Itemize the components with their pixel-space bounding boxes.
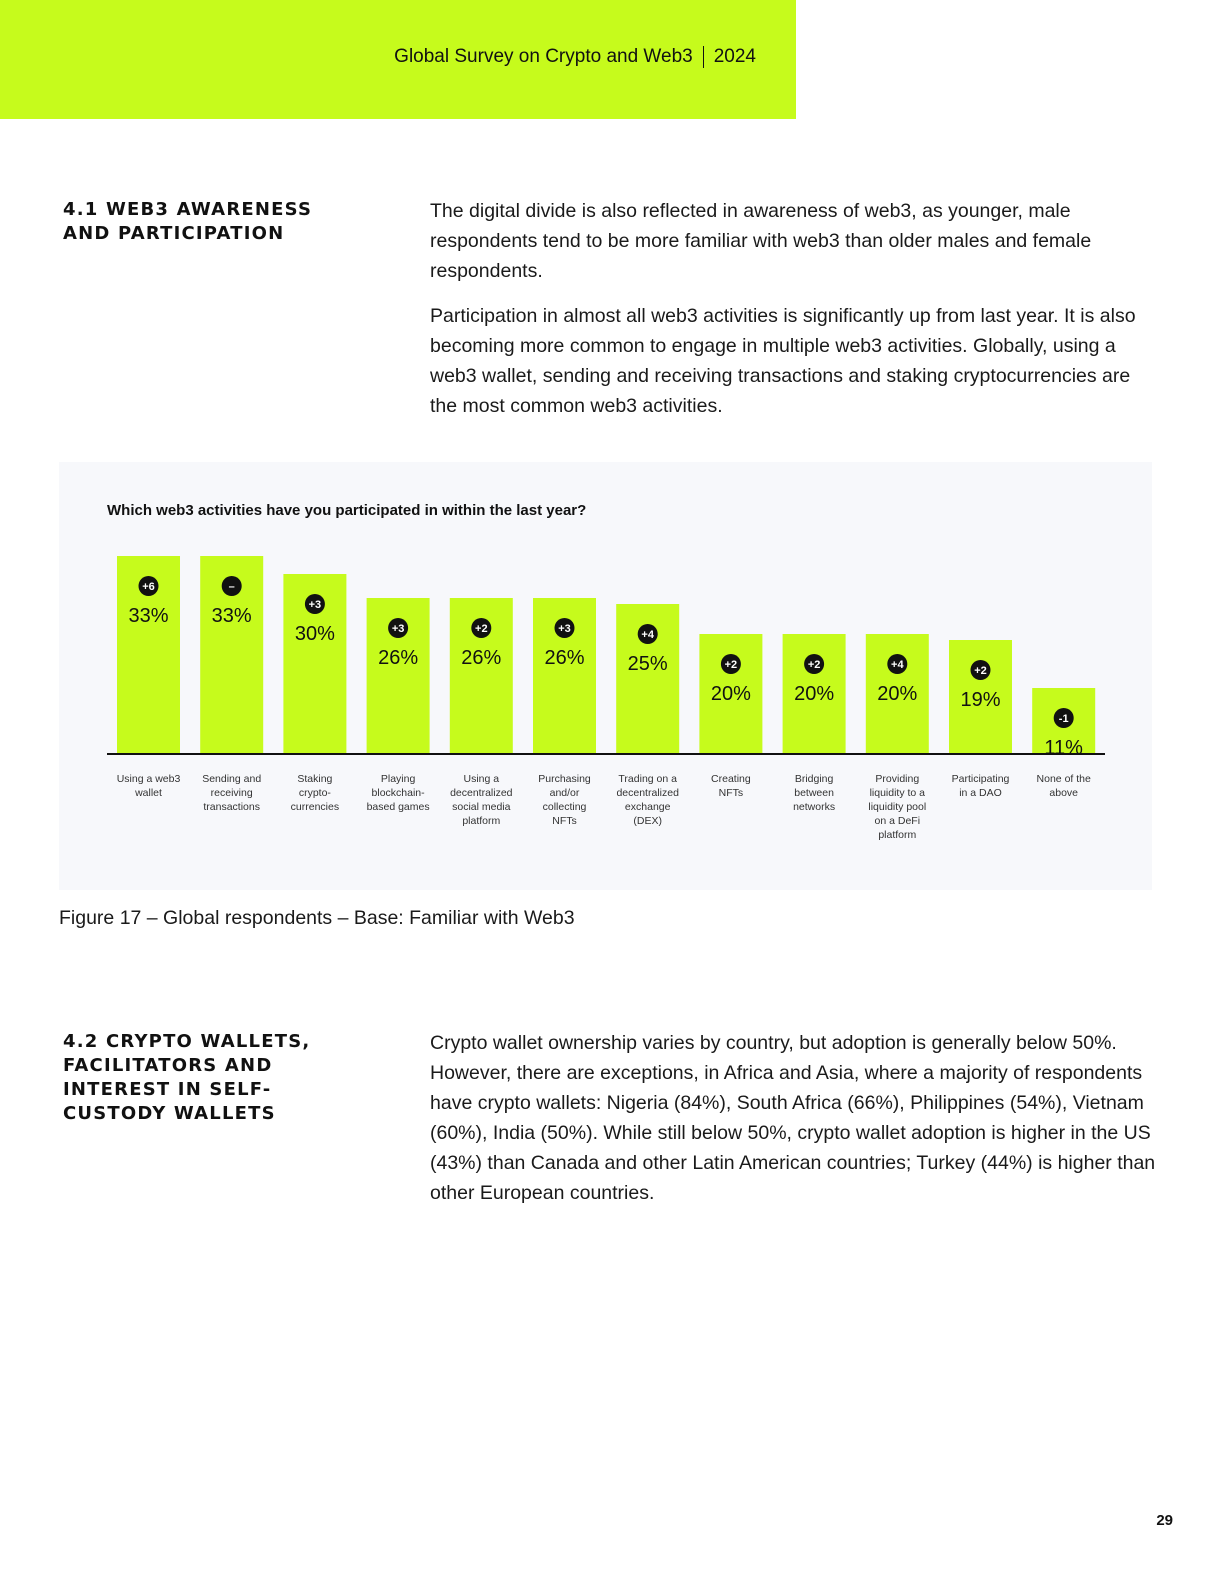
value-label: 20% [710, 683, 751, 705]
change-label: +2 [724, 659, 738, 671]
value-label: 33% [211, 605, 252, 627]
header-title-group [394, 46, 756, 68]
page-number: 29 [1156, 1512, 1173, 1529]
change-label: – [228, 581, 235, 593]
value-label: 20% [794, 683, 835, 705]
change-label: +3 [308, 599, 322, 611]
category-label: Participating in a DAO [951, 773, 1010, 799]
change-label: +2 [475, 623, 488, 635]
category-label: Trading on a decentralized exchange (DEX) [616, 773, 679, 827]
value-label: 25% [627, 653, 668, 675]
category-label: Purchasing and/or collecting NFTs [538, 773, 591, 827]
change-label: -1 [1058, 713, 1069, 725]
value-label: 26% [544, 647, 585, 669]
value-label: 33% [128, 605, 169, 627]
value-label: 11% [1044, 737, 1083, 759]
paragraph: The digital divide is also reflected in awareness of web3, as younger, male respondents tend to be more familiar with web3 than older males and female respondents. [430, 200, 1092, 282]
change-label: +6 [142, 581, 155, 593]
value-label: 26% [461, 647, 502, 669]
category-label: None of the above [1036, 773, 1091, 799]
value-label: 26% [378, 647, 419, 669]
change-label: +3 [558, 623, 571, 635]
category-label: Bridging between networks [793, 773, 836, 813]
category-label: Creating NFTs [711, 773, 751, 799]
change-label: +2 [807, 659, 821, 671]
paragraph: Participation in almost all web3 activities is significantly up from last year. It is also becoming more common to engage in multiple web3 activities. Globally, using a web3 wallet, sending and receiving transactions and staking cryptocurrencies are the most common web3 activities. [430, 305, 1136, 417]
section-body-web3-awareness [430, 196, 1160, 436]
report-year: 2024 [713, 46, 756, 67]
category-label: Playing blockchain-based games [366, 773, 430, 813]
section-heading-web3-awareness: 4.1 WEB3 AWARENESS AND PARTICIPATION [63, 199, 313, 244]
figure-caption: Figure 17 – Global respondents – Base: Familiar with Web3 [59, 907, 575, 929]
change-label: +2 [974, 665, 987, 677]
chart-panel [59, 462, 1152, 890]
change-label: +4 [641, 629, 654, 641]
category-label: Using a decentralized social media platform [450, 773, 513, 827]
category-label: Providing liquidity to a liquidity pool on a DeFi platform [868, 773, 927, 841]
category-label: Using a web3 wallet [116, 773, 181, 799]
section-heading-crypto-wallets: 4.2 CRYPTO WALLETS, FACILITATORS AND INTEREST IN SELF-CUSTODY WALLETS [63, 1031, 311, 1124]
header-banner [0, 0, 796, 119]
value-label: 20% [877, 683, 918, 705]
title-separator [703, 46, 704, 68]
value-label: 19% [960, 689, 1001, 711]
category-label: Staking crypto-currencies [290, 773, 340, 813]
bar-chart [59, 462, 1152, 890]
change-label: +3 [391, 623, 405, 635]
value-label: 30% [294, 623, 335, 645]
change-label: +4 [891, 659, 904, 671]
paragraph: Crypto wallet ownership varies by country, but adoption is generally below 50%. However, there are exceptions, in Africa and Asia, where a majority of respondents have crypto wallets: Nigeria (84%), South Africa (66%), Philippines (54%), Vietnam (60%), India (50%). While still below 50%, crypto wallet adoption is higher in the US (43%) than Canada and other Latin American countries; Turkey (44%) is higher than other European countries. [430, 1032, 1156, 1204]
report-title: Global Survey on Crypto and Web3 [394, 46, 693, 67]
chart-title: Which web3 activities have you participated in within the last year? [107, 502, 587, 519]
category-label: Sending and receiving transactions [202, 773, 262, 813]
section-body-crypto-wallets [430, 1028, 1160, 1223]
